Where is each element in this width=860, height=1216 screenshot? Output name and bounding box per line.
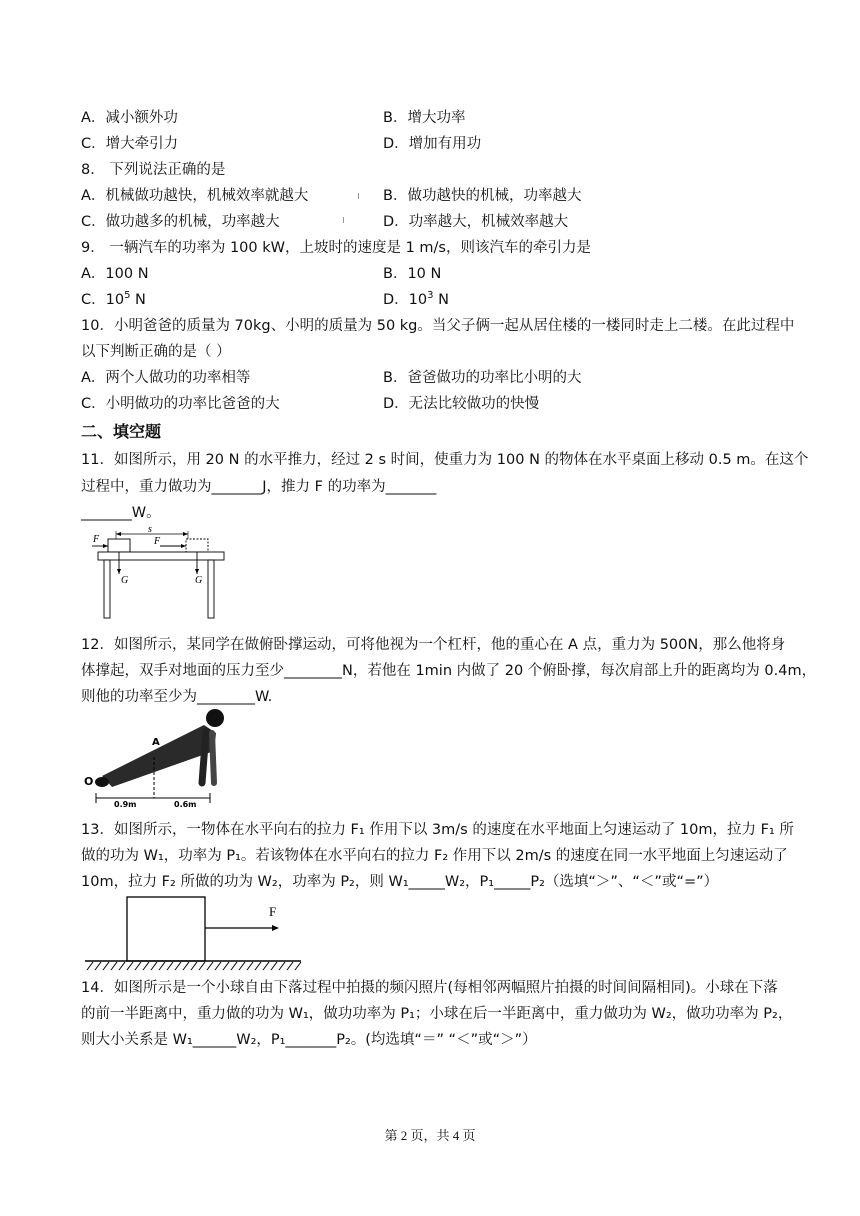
q10-option-b: B．爸爸做功的功率比小明的大 [383, 370, 582, 386]
q13-line3: 10m，拉力 F₂ 所做的功为 W₂，功率为 P₂，则 W₁_____W₂，P₁_____P₂（选填“＞”、“＜”或“=”） [81, 874, 719, 890]
q9-option-a: A．100 N [81, 266, 149, 282]
q10-option-d: D．无法比较做功的快慢 [383, 396, 540, 412]
q10-option-a: A．两个人做功的功率相等 [81, 370, 251, 386]
q7-option-d: D．增加有用功 [383, 136, 482, 152]
label-g1: G [121, 575, 129, 586]
q12-line2: 体撑起，双手对地面的压力至少________N，若他在 1min 内做了 20 个俯卧撑，每次肩部上升的距离均为 0.4m， [81, 663, 817, 679]
q8-option-a: A．机械做功越快，机械效率就越大 [81, 188, 309, 204]
q8-option-b: B．做功越快的机械，功率越大 [383, 188, 582, 204]
scan-mark [343, 217, 344, 223]
q13-line2: 做的功为 W₁，功率为 P₁。若该物体在水平向右的拉力 F₂ 作用下以 2m/s 的速度在同一水平地面上匀速运动了 [81, 848, 788, 864]
q9-stem: 9． 一辆汽车的功率为 100 kW，上坡时的速度是 1 m/s，则该汽车的牵引力是 [81, 240, 591, 256]
section-heading: 二、填空题 [81, 422, 162, 441]
q8-option-c: C．做功越多的机械，功率越大 [81, 214, 280, 230]
q10-stem-line2: 以下判断正确的是（ ） [81, 344, 231, 360]
label-o: O [84, 775, 94, 788]
label-s: s [148, 524, 152, 535]
label-d1: 0.9m [114, 800, 137, 809]
q11-line3: _______W。 [81, 505, 161, 521]
q13-block-figure [85, 892, 305, 974]
q9-option-b: B．10 N [383, 266, 442, 282]
q9-option-d: D．$10^3$ N [383, 290, 449, 308]
label-f2: F [154, 536, 161, 547]
q7-option-b: B．增大功率 [383, 110, 466, 126]
label-g2: G [195, 575, 203, 586]
q10-stem-line1: 10．小明爸爸的质量为 70kg、小明的质量为 50 kg。当父子俩一起从居住楼的一楼同时走上二楼。在此过程中 [81, 318, 795, 334]
label-f1: F [93, 534, 100, 545]
page-footer: 第 2 页，共 4 页 [384, 1128, 476, 1143]
q12-line1: 12．如图所示，某同学在做俯卧撑运动，可将他视为一个杠杆，他的重心在 A 点，重力为 500N，那么他将身 [81, 637, 786, 653]
q7-option-a: A．减小额外功 [81, 110, 178, 126]
q11-table-figure [88, 522, 238, 622]
label-d2: 0.6m [174, 800, 197, 809]
scan-mark [358, 193, 359, 199]
label-f: F [269, 904, 277, 919]
q11-line1: 11．如图所示，用 20 N 的水平推力，经过 2 s 时间，使重力为 100 N 的物体在水平桌面上移动 0.5 m。在这个 [81, 452, 809, 468]
q14-line3: 则大小关系是 W₁______W₂，P₁_______P₂。(均选填“＝” “＜”或“＞”） [81, 1032, 537, 1048]
q11-line2: 过程中，重力做功为_______J，推力 F 的功率为_______ [81, 479, 437, 495]
q8-stem: 8． 下列说法正确的是 [81, 162, 226, 178]
q12-line3: 则他的功率至少为________W. [81, 689, 273, 705]
q14-line2: 的前一半距离中，重力做的功为 W₁，做功功率为 P₁；小球在后一半距离中，重力做功为 W₂，做功功率为 P₂， [81, 1006, 793, 1022]
q12-pushup-figure [82, 703, 252, 813]
q13-line1: 13．如图所示，一物体在水平向右的拉力 F₁ 作用下以 3m/s 的速度在水平地面上匀速运动了 10m，拉力 F₁ 所 [81, 822, 794, 838]
q8-option-d: D．功率越大，机械效率越大 [383, 214, 569, 230]
q10-option-c: C．小明做功的功率比爸爸的大 [81, 396, 280, 412]
q14-line1: 14．如图所示是一个小球自由下落过程中拍摄的频闪照片(每相邻两幅照片拍摄的时间间隔相同)。小球在下落 [81, 980, 778, 996]
q9-option-c: C．$10^5$ N [81, 290, 146, 308]
label-a: A [152, 737, 160, 748]
ground-hatch [87, 962, 301, 970]
q7-option-c: C．增大牵引力 [81, 136, 179, 152]
